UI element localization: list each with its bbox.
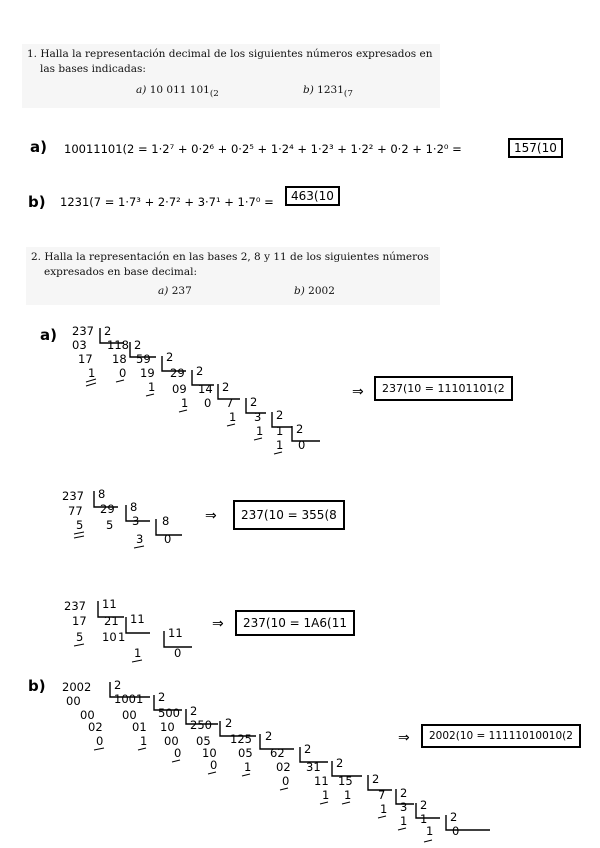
division-digit: 3 — [400, 800, 408, 814]
division-digit: 62 — [270, 746, 285, 760]
division-digit: 1 — [322, 788, 330, 802]
division-digit: 0 — [210, 758, 218, 772]
division-digit: 2 — [276, 408, 284, 422]
division-digit: 2 — [134, 338, 142, 352]
division-digit: 2 — [420, 798, 428, 812]
division-digit: 8 — [130, 500, 138, 514]
division-digit: 2 — [104, 324, 112, 338]
division-digit: 1 — [380, 802, 388, 816]
division-digit: 2 — [336, 756, 344, 770]
division-digit: 0 — [204, 396, 212, 410]
division-digit: 00 — [122, 708, 137, 722]
division-digit: 18 — [112, 352, 127, 366]
division-digit: 237 — [72, 324, 94, 338]
division-digit: 2 — [196, 364, 204, 378]
division-digit: 09 — [172, 382, 187, 396]
division-digit: 2 — [304, 742, 312, 756]
division-digit: 05 — [238, 746, 253, 760]
division-digit: 2 — [190, 704, 198, 718]
result-237-base-8: 237(10 = 355(8 — [233, 500, 345, 530]
division-digit: 2 — [158, 690, 166, 704]
division-digit: 7 — [378, 788, 386, 802]
division-digit: 1 — [256, 424, 264, 438]
division-digit: 1001 — [114, 692, 144, 706]
division-digit: 2 — [400, 786, 408, 800]
division-digit: 3 — [132, 514, 140, 528]
division-digit: 14 — [198, 382, 213, 396]
result-237-base-11: 237(10 = 1A6(11 — [235, 610, 355, 636]
division-digit: 125 — [230, 732, 252, 746]
division-digit: 2 — [250, 395, 258, 409]
division-digit: 5 — [106, 518, 114, 532]
division-digit: 237 — [62, 489, 84, 503]
division-digit: 3 — [254, 410, 262, 424]
division-digit: 11 — [168, 626, 183, 640]
division-digit: 10 — [102, 630, 117, 644]
division-digit: 7 — [226, 396, 234, 410]
division-digit: 1 — [344, 788, 352, 802]
division-digit: 19 — [140, 366, 155, 380]
problem-1-statement: 1. Halla la representación decimal de los siguientes números expresados en las bases indicadas: — [27, 48, 433, 75]
solution-1b-expression: 1231(7 = 1·7³ + 2·7² + 3·7¹ + 1·7⁰ = — [60, 195, 274, 209]
option-a-label: a) — [158, 285, 169, 297]
option-a-label: a) — [136, 84, 147, 96]
division-digit: 11 — [130, 612, 145, 626]
division-digit: 5 — [76, 518, 84, 532]
division-digit: 8 — [98, 487, 106, 501]
division-digit: 21 — [104, 614, 119, 628]
division-digit: 0 — [298, 438, 306, 452]
division-digit: 0 — [119, 366, 127, 380]
division-digit: 1 — [118, 630, 126, 644]
result-2002-base-2: 2002(10 = 11111010010(2 — [421, 724, 581, 748]
arrow-237-base-11: ⇒ — [212, 616, 224, 632]
division-digit: 2 — [166, 350, 174, 364]
division-digit: 02 — [276, 760, 291, 774]
division-digit: 01 — [132, 720, 147, 734]
solution-1a-result: 157(10 — [508, 138, 563, 158]
solution-1a-expression: 10011101(2 = 1·2⁷ + 0·2⁶ + 0·2⁵ + 1·2⁴ + 1·2³ + 1·2² + 0·2 + 1·2⁰ = — [64, 142, 462, 156]
option-a-value: 237 — [171, 285, 192, 297]
division-digit: 1 — [134, 646, 142, 660]
division-digit: 10 — [160, 720, 175, 734]
option-b-base: (7 — [343, 89, 353, 100]
division-digit: 1 — [420, 812, 428, 826]
division-digit: 0 — [174, 746, 182, 760]
division-digit: 10 — [202, 746, 217, 760]
division-digit: 1 — [148, 380, 156, 394]
division-digit: 500 — [158, 706, 180, 720]
division-digit: 2002 — [62, 680, 92, 694]
division-digit: 1 — [400, 814, 408, 828]
division-digit: 17 — [72, 614, 87, 628]
division-digit: 1 — [229, 410, 237, 424]
division-digit: 250 — [190, 718, 212, 732]
division-digit: 1 — [88, 366, 96, 380]
division-digit: 0 — [96, 734, 104, 748]
division-digit: 11 — [314, 774, 329, 788]
division-digit: 5 — [76, 630, 84, 644]
arrow-2002-base-2: ⇒ — [398, 730, 410, 746]
division-digit: 11 — [102, 597, 117, 611]
option-a-value: 10 011 101 — [149, 84, 210, 96]
division-digit: 03 — [72, 338, 87, 352]
division-digit: 02 — [88, 720, 103, 734]
solution-1b-label: b) — [28, 193, 46, 211]
division-digit: 00 — [80, 708, 95, 722]
division-digit: 29 — [100, 502, 115, 516]
problem-2-statement: 2. Halla la representación en las bases 2, 8 y 11 de los siguientes números expresados en base decimal: — [31, 251, 429, 278]
arrow-237-base-2: ⇒ — [352, 384, 364, 400]
division-digit: 0 — [282, 774, 290, 788]
division-digit: 2 — [296, 422, 304, 436]
division-digit: 1 — [276, 424, 284, 438]
arrow-237-base-8: ⇒ — [205, 508, 217, 524]
division-digit: 05 — [196, 734, 211, 748]
division-digit: 0 — [164, 532, 172, 546]
solution-1b-result: 463(10 — [285, 186, 340, 206]
division-digit: 1 — [276, 438, 284, 452]
division-digit: 0 — [452, 824, 460, 838]
division-digit: 1 — [140, 734, 148, 748]
division-digit: 00 — [66, 694, 81, 708]
option-a-base: (2 — [209, 89, 219, 100]
division-digit: 31 — [306, 760, 321, 774]
result-237-base-2: 237(10 = 11101101(2 — [374, 376, 513, 401]
division-digit: 2 — [114, 678, 122, 692]
division-digit: 59 — [136, 352, 151, 366]
division-digit: 77 — [68, 504, 83, 518]
option-b-label: b) — [303, 84, 314, 96]
division-digit: 00 — [164, 734, 179, 748]
solution-2b-label: b) — [28, 677, 46, 695]
division-digit: 15 — [338, 774, 353, 788]
division-digit: 8 — [162, 514, 170, 528]
option-b-label: b) — [294, 285, 305, 297]
division-digit: 2 — [372, 772, 380, 786]
division-digit: 2 — [265, 729, 273, 743]
division-digit: 17 — [78, 352, 93, 366]
division-digit: 3 — [136, 532, 144, 546]
division-digit: 1 — [426, 824, 434, 838]
solution-1a-label: a) — [30, 138, 47, 156]
division-digit: 0 — [174, 646, 182, 660]
option-b-value: 2002 — [308, 285, 335, 297]
division-digit: 118 — [107, 338, 129, 352]
division-digit: 2 — [222, 380, 230, 394]
solution-2a-label: a) — [40, 326, 57, 344]
division-digit: 2 — [450, 810, 458, 824]
division-digit: 1 — [181, 396, 189, 410]
division-digit: 2 — [225, 716, 233, 730]
division-digit: 1 — [244, 760, 252, 774]
option-b-value: 1231 — [317, 84, 344, 96]
division-digit: 237 — [64, 599, 86, 613]
division-digit: 29 — [170, 366, 185, 380]
